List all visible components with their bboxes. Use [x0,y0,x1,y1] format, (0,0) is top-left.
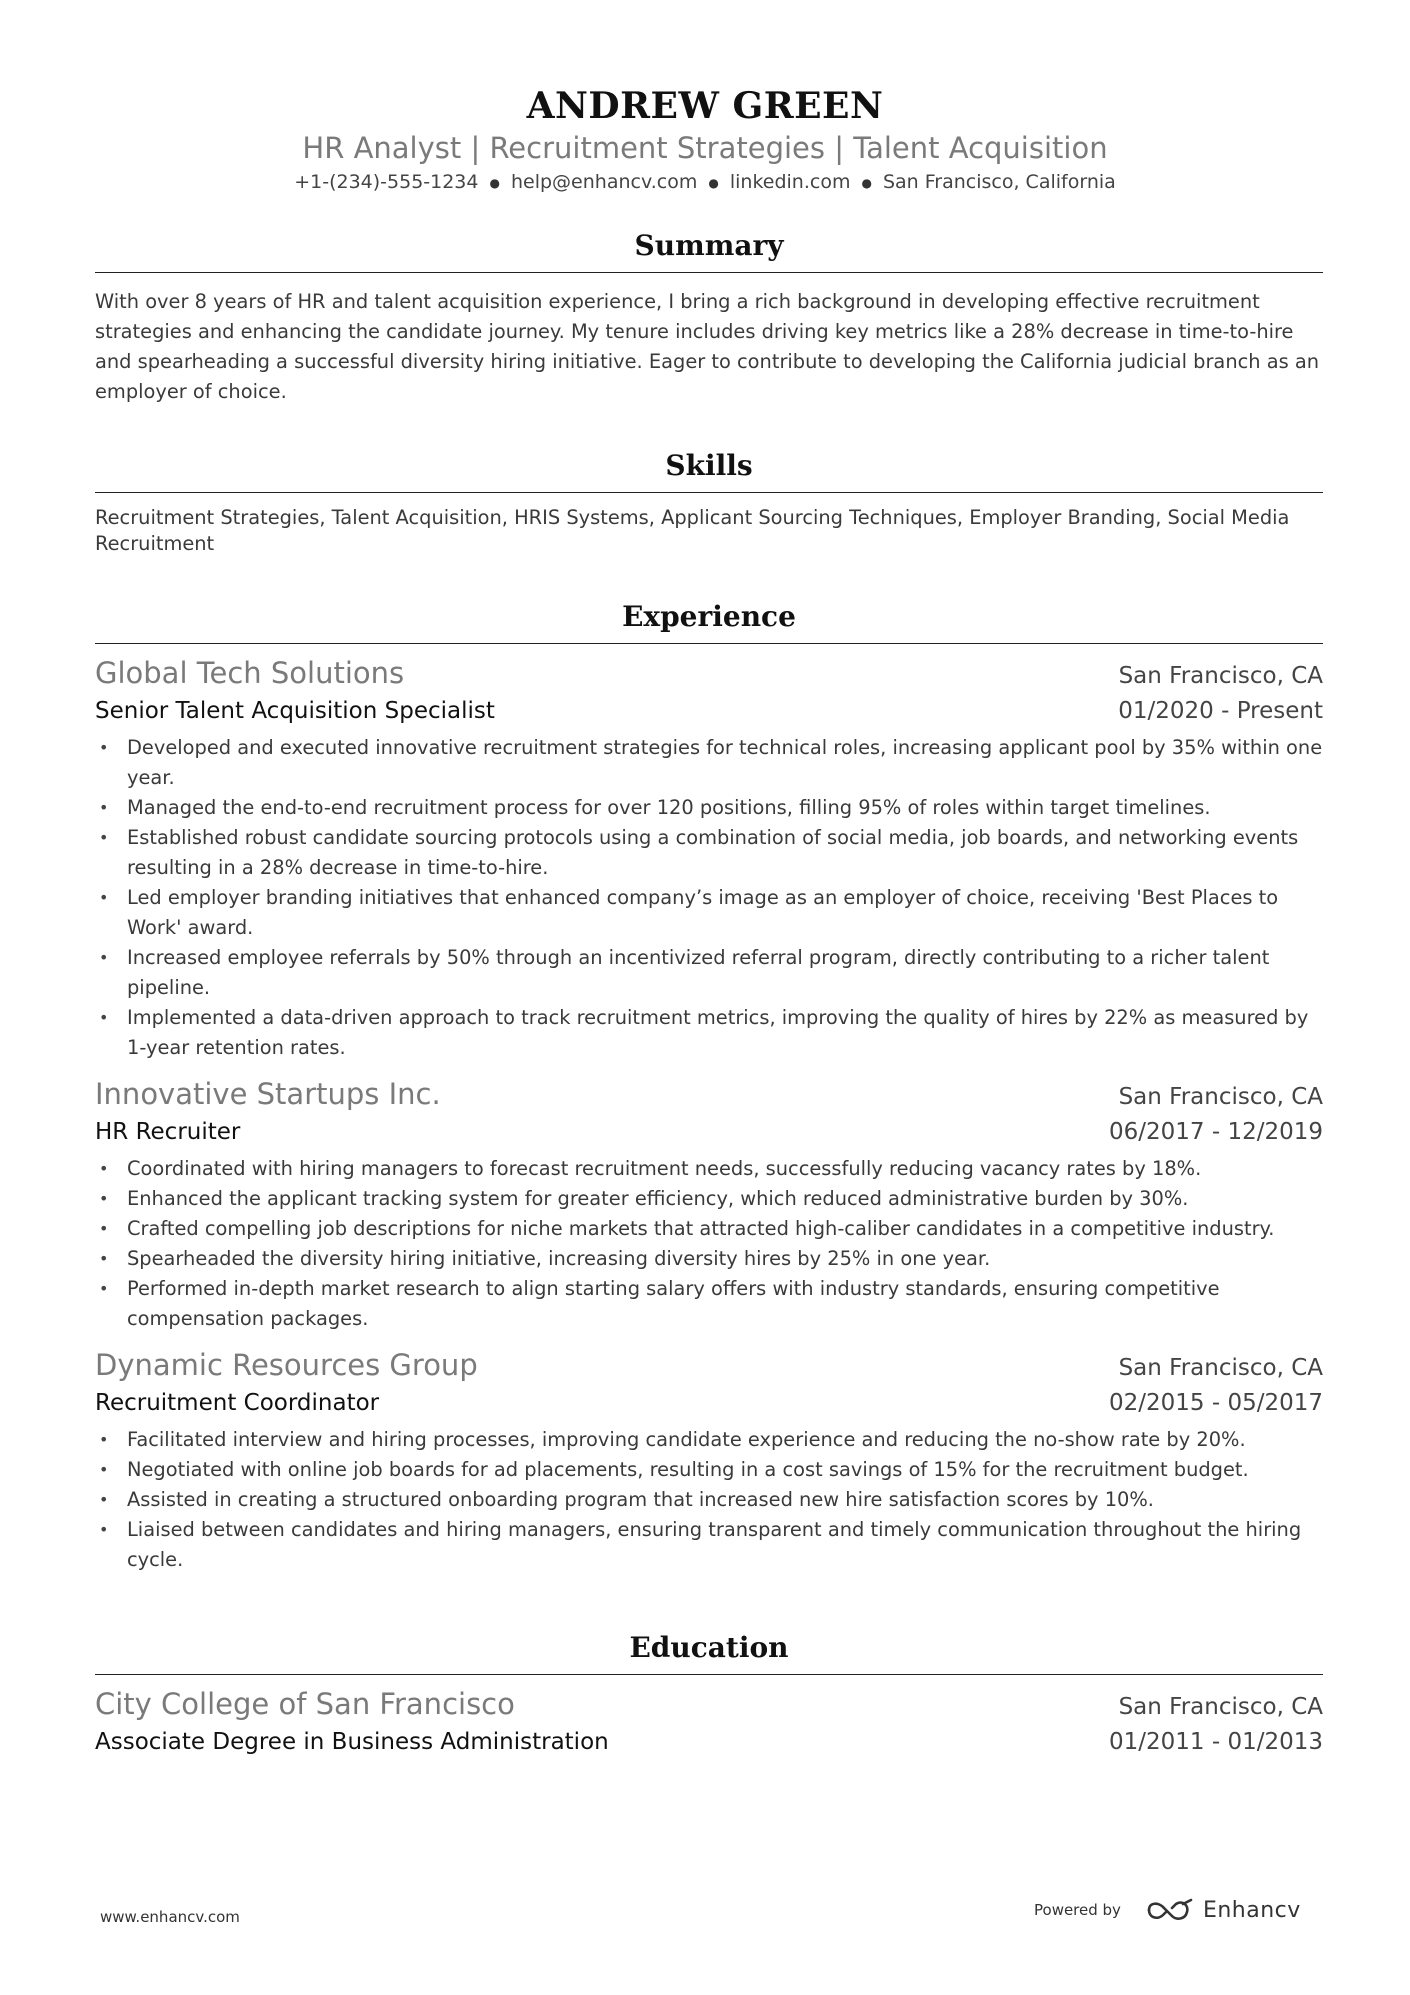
candidate-name: ANDREW GREEN [526,85,884,127]
skills-section [95,448,1323,557]
achievement-item: • Coordinated with hiring managers to forecast recruitment needs, successfully reducing vacancy rates by 18%. [95,1154,1323,1184]
phone-number: +1-(234)-555-1234 [294,171,479,193]
achievement-item: • Facilitated interview and hiring processes, improving candidate experience and reducing the no-show rate by 20%. [95,1425,1323,1455]
achievement-list [95,1425,1323,1575]
achievement-list [95,1154,1323,1334]
job-location: San Francisco, CA [1118,1084,1323,1110]
degree-name: Associate Degree in Business Administration [95,1729,609,1755]
experience-entry [95,654,1323,1063]
school-name: City College of San Francisco [95,1687,515,1721]
education-entry [95,1685,1323,1760]
job-location: San Francisco, CA [1118,663,1323,689]
skills-list: Recruitment Strategies, Talent Acquisition, HRIS Systems, Applicant Sourcing Techniques, Employer Branding, Social Media Recruitment [95,506,1290,555]
company-name: Global Tech Solutions [95,656,405,690]
resume-header [0,84,1410,197]
powered-by-label: Powered by [1034,1901,1121,1919]
experience-entry [95,1346,1323,1575]
section-title: Experience [622,600,796,633]
company-name: Innovative Startups Inc. [95,1077,441,1111]
achievement-item: • Negotiated with online job boards for ad placements, resulting in a cost savings of 15% for the recruitment budget. [95,1455,1323,1485]
achievement-item: • Managed the end-to-end recruitment process for over 120 positions, filling 95% of roles within target timelines. [95,793,1323,823]
separator-dot: ● [861,175,872,190]
company-name: Dynamic Resources Group [95,1348,478,1382]
job-title: Senior Talent Acquisition Specialist [95,698,495,724]
contact-location: San Francisco, California [882,171,1116,193]
email-link[interactable]: help@enhancv.com [510,171,698,193]
summary-text: With over 8 years of HR and talent acquisition experience, I bring a rich background in developing effective recruitment strategies and enhancing the candidate journey. My tenure includes driving key metrics like a 28% decrease in time-to-hire and spearheading a successful diversity hiring initiative. Eager to contribute to developing the California judicial branch as an employer of choice. [95,290,1320,403]
separator-dot: ● [708,175,719,190]
section-divider [95,272,1323,273]
job-dates: 06/2017 - 12/2019 [1108,1119,1323,1145]
job-location: San Francisco, CA [1118,1355,1323,1381]
section-title: Education [629,1631,789,1664]
job-title: Recruitment Coordinator [95,1390,380,1416]
experience-entry [95,1075,1323,1334]
achievement-list [95,733,1323,1063]
experience-section [95,599,1323,1575]
achievement-item: • Enhanced the applicant tracking system for greater efficiency, which reduced administrative burden by 30%. [95,1184,1323,1214]
summary-section [95,228,1323,407]
job-title: HR Recruiter [95,1119,241,1145]
footer-branding[interactable] [1034,1896,1301,1924]
achievement-item: • Increased employee referrals by 50% through an incentivized referral program, directly contributing to a richer talent pipeline. [95,943,1323,1003]
separator-dot: ● [489,175,500,190]
candidate-headline: HR Analyst | Recruitment Strategies | Talent Acquisition [302,131,1108,165]
achievement-item: • Implemented a data-driven approach to track recruitment metrics, improving the quality of hires by 22% as measured by 1-year retention rates. [95,1003,1323,1063]
achievement-item: • Developed and executed innovative recruitment strategies for technical roles, increasing applicant pool by 35% within one year. [95,733,1323,793]
education-dates: 01/2011 - 01/2013 [1108,1729,1323,1755]
enhancv-logo-icon [1145,1896,1195,1924]
footer-website-link[interactable]: www.enhancv.com [100,1908,240,1926]
achievement-item: • Led employer branding initiatives that enhanced company’s image as an employer of choice, receiving 'Best Places to Work' award. [95,883,1323,943]
contact-line [0,168,1410,197]
achievement-item: • Spearheaded the diversity hiring initiative, increasing diversity hires by 25% in one year. [95,1244,1323,1274]
section-divider [95,492,1323,493]
achievement-item: • Established robust candidate sourcing protocols using a combination of social media, job boards, and networking events resulting in a 28% decrease in time-to-hire. [95,823,1323,883]
linkedin-link[interactable]: linkedin.com [729,171,851,193]
section-divider [95,643,1323,644]
education-section [95,1630,1323,1760]
job-dates: 01/2020 - Present [1118,698,1323,724]
achievement-item: • Performed in-depth market research to align starting salary offers with industry standards, ensuring competitive compensation packages. [95,1274,1323,1334]
school-location: San Francisco, CA [1118,1694,1323,1720]
section-divider [95,1674,1323,1675]
achievement-item: • Liaised between candidates and hiring managers, ensuring transparent and timely communication throughout the hiring cycle. [95,1515,1323,1575]
job-dates: 02/2015 - 05/2017 [1108,1390,1323,1416]
section-title: Summary [634,229,784,262]
section-title: Skills [665,449,753,482]
achievement-item: • Crafted compelling job descriptions for niche markets that attracted high-caliber candidates in a competitive industry. [95,1214,1323,1244]
brand-name: Enhancv [1202,1897,1301,1923]
achievement-item: • Assisted in creating a structured onboarding program that increased new hire satisfaction scores by 10%. [95,1485,1323,1515]
